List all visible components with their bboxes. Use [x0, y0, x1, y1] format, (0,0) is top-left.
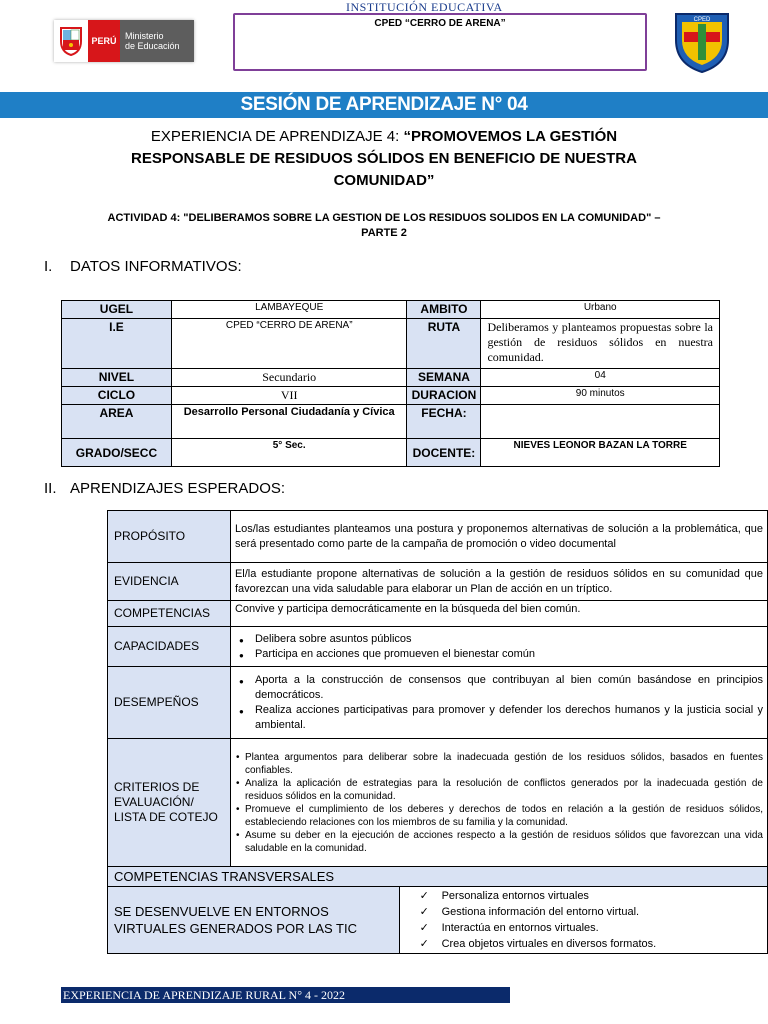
school-crest	[672, 10, 732, 74]
tic-label: SE DESENVUELVE EN ENTORNOS VIRTUALES GENERADOS POR LAS TIC	[108, 887, 400, 954]
nivel-label: NIVEL	[62, 369, 172, 387]
list-item: • Plantea argumentos para deliberar sobre la inadecuada gestión de los residuos sólidos, basados en fuentes confiables.	[235, 751, 763, 777]
list-item: ● Participa en acciones que promueven el bienestar común	[235, 647, 763, 662]
ministry-name-line2: de Educación	[125, 41, 180, 51]
info-table	[61, 300, 720, 467]
table-row	[108, 601, 768, 627]
evidencia-label: EVIDENCIA	[108, 563, 231, 601]
ruta-value: Deliberamos y planteamos propuestas sobre la gestión de residuos sólidos en nuestra comunidad.	[481, 319, 720, 369]
ministry-name-line1: Ministerio	[125, 31, 164, 41]
institution-name: CPED “CERRO DE ARENA”	[374, 18, 506, 29]
section-1-number: I.	[44, 258, 53, 275]
criterios-cell	[230, 739, 767, 867]
duracion-label: DURACION	[407, 387, 481, 405]
table-row	[62, 301, 720, 319]
ciclo-value: VII	[171, 387, 407, 405]
ambito-label: AMBITO	[407, 301, 481, 319]
section-2-number: II.	[44, 480, 57, 497]
desempenos-cell	[230, 667, 767, 739]
peru-shield-icon	[54, 20, 88, 62]
list-item: ● Aporta a la construcción de consensos que contribuyan al bien común basándose en principios democráticos.	[235, 673, 763, 703]
table-row	[62, 405, 720, 439]
ambito-value: Urbano	[481, 301, 720, 319]
criterios-label: CRITERIOS DE EVALUACIÓN/ LISTA DE COTEJO	[108, 739, 231, 867]
docente-label: DOCENTE:	[407, 439, 481, 467]
table-row	[108, 887, 768, 954]
section-2-heading	[44, 480, 285, 497]
fecha-value	[481, 405, 720, 439]
learning-table	[107, 510, 768, 954]
activity-title: ACTIVIDAD 4: "DELIBERAMOS SOBRE LA GESTION DE LOS RESIDUOS SOLIDOS EN LA COMUNIDAD" – PARTE 2	[107, 212, 661, 239]
semana-value: 04	[481, 369, 720, 387]
table-row	[108, 667, 768, 739]
semana-label: SEMANA	[407, 369, 481, 387]
footer-banner: EXPERIENCIA DE APRENDIZAJE RURAL N° 4 - 2022	[61, 987, 510, 1003]
list-item: • Asume su deber en la ejecución de acciones respecto a la gestión de residuos sólidos que favorezcan una vida saludable en la comunidad.	[235, 829, 763, 855]
table-row	[62, 387, 720, 405]
list-item: ✓ Interactúa en entornos virtuales.	[404, 920, 763, 936]
tic-cell	[399, 887, 767, 954]
capacidades-label: CAPACIDADES	[108, 627, 231, 667]
table-row	[62, 319, 720, 369]
evidencia-text: El/la estudiante propone alternativas de solución a la gestión de residuos sólidos en su comunidad que favorezcan una vida saludable para elaborar un Plan de acción en un tríptico.	[230, 563, 767, 601]
table-row	[108, 627, 768, 667]
proposito-label: PROPÓSITO	[108, 511, 231, 563]
capacidades-cell	[230, 627, 767, 667]
competencias-text: Convive y participa democráticamente en la búsqueda del bien común.	[230, 601, 767, 627]
list-item: ● Delibera sobre asuntos públicos	[235, 632, 763, 647]
ugel-label: UGEL	[62, 301, 172, 319]
institution-banner	[233, 13, 647, 71]
institution-label: INSTITUCIÓN EDUCATIVA	[346, 0, 503, 14]
crest-text: CPED	[693, 17, 711, 23]
table-row	[108, 563, 768, 601]
section-2-title: APRENDIZAJES ESPERADOS:	[70, 480, 286, 497]
minedu-logo	[54, 20, 194, 62]
peru-label: PERÚ	[88, 20, 120, 62]
fecha-label: FECHA:	[407, 405, 481, 439]
table-row	[108, 511, 768, 563]
duracion-value: 90 minutos	[481, 387, 720, 405]
school-crest-icon	[672, 10, 732, 74]
nivel-value: Secundario	[171, 369, 407, 387]
table-row	[62, 369, 720, 387]
table-row	[108, 867, 768, 887]
table-row	[62, 439, 720, 467]
ruta-label: RUTA	[407, 319, 481, 369]
table-row	[108, 739, 768, 867]
experience-name: “PROMOVEMOS LA GESTIÓN RESPONSABLE DE RESIDUOS SÓLIDOS EN BENEFICIO DE NUESTRA COMUNIDAD”	[131, 128, 637, 189]
ministry-name	[120, 20, 194, 62]
list-item: ✓ Personaliza entornos virtuales	[404, 888, 763, 904]
area-value: Desarrollo Personal Ciudadanía y Cívica	[171, 405, 407, 439]
capacidades-list	[235, 632, 763, 662]
ciclo-label: CICLO	[62, 387, 172, 405]
competencias-label: COMPETENCIAS	[108, 601, 231, 627]
session-title: SESIÓN DE APRENDIZAJE N° 04	[0, 92, 768, 118]
transversales-label: COMPETENCIAS TRANSVERSALES	[108, 867, 768, 887]
list-item: ✓ Gestiona información del entorno virtual.	[404, 904, 763, 920]
tic-list	[404, 888, 763, 952]
list-item: • Analiza la aplicación de estrategias para la resolución de conflictos generados por la inadecuada gestión de residuos sólidos en la comunidad.	[235, 777, 763, 803]
experience-title	[100, 126, 668, 192]
ie-label: I.E	[62, 319, 172, 369]
section-1-title: DATOS INFORMATIVOS:	[70, 258, 242, 275]
experience-lead: EXPERIENCIA DE APRENDIZAJE 4:	[150, 128, 404, 145]
section-1-heading	[44, 258, 242, 275]
ie-value: CPED “CERRO DE ARENA”	[171, 319, 407, 369]
list-item: ✓ Crea objetos virtuales en diversos formatos.	[404, 936, 763, 952]
ugel-value: LAMBAYEQUE	[171, 301, 407, 319]
grado-value: 5° Sec.	[171, 439, 407, 467]
desempenos-list	[235, 673, 763, 733]
list-item: • Promueve el cumplimiento de los deberes y derechos de todos en relación a la gestión de residuos sólidos, estableciendo relaciones con los miembros de su familia y la comunidad.	[235, 803, 763, 829]
grado-label: GRADO/SECC	[62, 439, 172, 467]
list-item: ● Realiza acciones participativas para promover y defender los derechos humanos y la justicia social y ambiental.	[235, 703, 763, 733]
proposito-text: Los/las estudiantes planteamos una postura y proponemos alternativas de solución a la problemática, que será presentado como parte de la campaña de promoción o video documental	[230, 511, 767, 563]
docente-value: NIEVES LEONOR BAZAN LA TORRE	[481, 439, 720, 467]
criterios-list	[235, 751, 763, 855]
area-label: AREA	[62, 405, 172, 439]
desempenos-label: DESEMPEÑOS	[108, 667, 231, 739]
